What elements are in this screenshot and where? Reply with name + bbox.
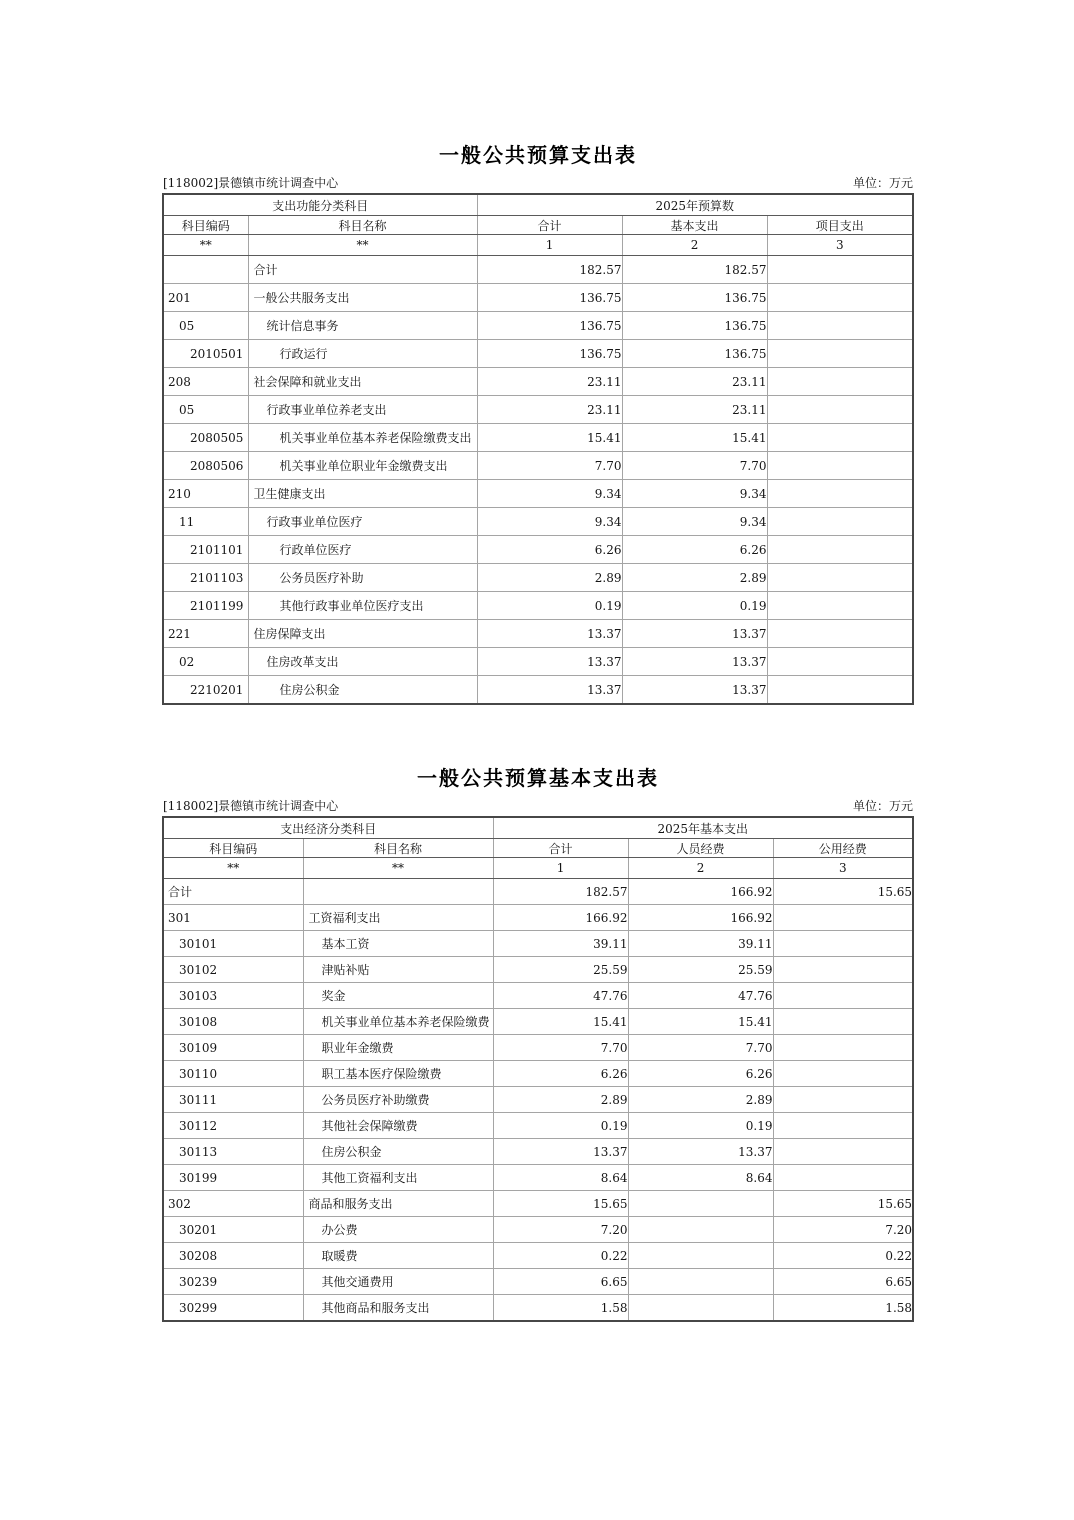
amount-cell: 7.70 [477, 452, 622, 480]
amount-cell: 25.59 [493, 957, 628, 983]
subject-name-cell: 其他工资福利支出 [303, 1165, 493, 1191]
sub-header-row [163, 235, 913, 256]
amount-cell: 15.41 [477, 424, 622, 452]
subject-code-cell: 30110 [163, 1061, 303, 1087]
table-row [163, 1139, 913, 1165]
sub-header-row [163, 858, 913, 879]
subject-code-cell: 05 [163, 396, 248, 424]
column-header: 科目名称 [303, 839, 493, 858]
table-header [163, 194, 913, 256]
amount-cell: 136.75 [622, 340, 767, 368]
amount-cell [767, 256, 913, 284]
amount-cell [767, 508, 913, 536]
table-body [163, 879, 913, 1322]
amount-cell [628, 1191, 773, 1217]
amount-cell: 15.41 [493, 1009, 628, 1035]
subject-code-cell: 30208 [163, 1243, 303, 1269]
table-row [163, 931, 913, 957]
subject-code-cell: 201 [163, 284, 248, 312]
subject-name-cell: 其他商品和服务支出 [303, 1295, 493, 1322]
subject-name-cell: 职工基本医疗保险缴费 [303, 1061, 493, 1087]
amount-cell: 0.22 [493, 1243, 628, 1269]
subject-name-cell: 公务员医疗补助缴费 [303, 1087, 493, 1113]
subject-name-cell: 行政事业单位养老支出 [248, 396, 477, 424]
amount-cell: 6.65 [773, 1269, 913, 1295]
amount-cell [773, 1035, 913, 1061]
sub-header-cell: 1 [477, 235, 622, 256]
org-name-label: [118002]景德镇市统计调查中心 [163, 176, 339, 190]
column-header: 项目支出 [767, 216, 913, 235]
subject-code-cell: 2101101 [163, 536, 248, 564]
sub-header-cell: 2 [628, 858, 773, 879]
subject-code-cell: 30109 [163, 1035, 303, 1061]
subject-name-cell: 住房保障支出 [248, 620, 477, 648]
amount-cell [773, 957, 913, 983]
amount-cell: 7.70 [622, 452, 767, 480]
amount-cell: 39.11 [493, 931, 628, 957]
amount-cell: 6.65 [493, 1269, 628, 1295]
subject-name-cell: 津贴补贴 [303, 957, 493, 983]
amount-cell: 9.34 [477, 508, 622, 536]
page-title: 一般公共预算基本支出表 [417, 766, 659, 790]
expenditure-table [162, 193, 914, 705]
amount-cell: 7.70 [493, 1035, 628, 1061]
subject-code-cell: 05 [163, 312, 248, 340]
amount-cell: 13.37 [477, 648, 622, 676]
amount-cell: 0.19 [622, 592, 767, 620]
subject-name-cell: 一般公共服务支出 [248, 284, 477, 312]
subject-code-cell: 30239 [163, 1269, 303, 1295]
amount-cell: 0.19 [477, 592, 622, 620]
column-header-row [163, 839, 913, 858]
table-meta [162, 797, 914, 814]
table-row [163, 480, 913, 508]
table-row [163, 1295, 913, 1322]
subject-name-cell [303, 879, 493, 905]
subject-code-cell: 11 [163, 508, 248, 536]
sub-header-cell: 3 [767, 235, 913, 256]
amount-cell: 1.58 [773, 1295, 913, 1322]
amount-cell: 0.19 [628, 1113, 773, 1139]
amount-cell: 6.26 [477, 536, 622, 564]
amount-cell: 182.57 [493, 879, 628, 905]
table-row [163, 1217, 913, 1243]
table-row [163, 536, 913, 564]
amount-cell: 182.57 [477, 256, 622, 284]
basic-expenditure-table [162, 816, 914, 1322]
amount-cell: 23.11 [477, 396, 622, 424]
amount-cell: 0.22 [773, 1243, 913, 1269]
amount-cell: 13.37 [477, 676, 622, 705]
subject-code-cell: 30101 [163, 931, 303, 957]
column-header-row [163, 216, 913, 235]
subject-name-cell: 公务员医疗补助 [248, 564, 477, 592]
subject-code-cell: 合计 [163, 879, 303, 905]
amount-cell: 7.20 [773, 1217, 913, 1243]
amount-cell: 23.11 [622, 396, 767, 424]
sub-header-cell: ** [248, 235, 477, 256]
table-row [163, 957, 913, 983]
amount-cell [773, 1113, 913, 1139]
amount-cell: 9.34 [622, 508, 767, 536]
amount-cell: 136.75 [622, 284, 767, 312]
sub-header-cell: 3 [773, 858, 913, 879]
group-header-row [163, 817, 913, 839]
amount-cell [628, 1243, 773, 1269]
amount-cell: 13.37 [622, 676, 767, 705]
amount-cell: 8.64 [493, 1165, 628, 1191]
amount-cell: 6.26 [622, 536, 767, 564]
sub-header-cell: ** [163, 858, 303, 879]
category-group-header: 支出经济分类科目 [163, 817, 493, 839]
table-row [163, 340, 913, 368]
amount-cell: 13.37 [622, 620, 767, 648]
table-row [163, 1087, 913, 1113]
subject-code-cell: 2101199 [163, 592, 248, 620]
subject-name-cell: 统计信息事务 [248, 312, 477, 340]
table-row [163, 312, 913, 340]
subject-code-cell: 30112 [163, 1113, 303, 1139]
amount-cell: 47.76 [493, 983, 628, 1009]
subject-code-cell: 2210201 [163, 676, 248, 705]
subject-name-cell: 商品和服务支出 [303, 1191, 493, 1217]
subject-name-cell: 奖金 [303, 983, 493, 1009]
subject-name-cell: 住房改革支出 [248, 648, 477, 676]
subject-code-cell: 02 [163, 648, 248, 676]
table-row [163, 1061, 913, 1087]
table-row [163, 592, 913, 620]
subject-name-cell: 合计 [248, 256, 477, 284]
amount-cell: 166.92 [493, 905, 628, 931]
budget-table-section-general [162, 139, 914, 705]
sub-header-cell: 2 [622, 235, 767, 256]
amount-cell: 6.26 [628, 1061, 773, 1087]
amount-cell: 166.92 [628, 905, 773, 931]
budget-table-section-basic [162, 762, 914, 1322]
table-row [163, 256, 913, 284]
amount-cell [767, 620, 913, 648]
amount-cell: 8.64 [628, 1165, 773, 1191]
amount-cell [628, 1295, 773, 1322]
amount-cell: 182.57 [622, 256, 767, 284]
group-header-row [163, 194, 913, 216]
amount-cell: 2.89 [493, 1087, 628, 1113]
amount-cell [767, 648, 913, 676]
amount-cell [773, 983, 913, 1009]
amount-cell [767, 536, 913, 564]
subject-code-cell: 30113 [163, 1139, 303, 1165]
column-header: 人员经费 [628, 839, 773, 858]
amount-cell: 15.65 [773, 1191, 913, 1217]
amount-cell: 7.20 [493, 1217, 628, 1243]
subject-code-cell: 208 [163, 368, 248, 396]
amount-cell [773, 1061, 913, 1087]
unit-label: 单位：万元 [852, 799, 913, 813]
amount-cell: 15.41 [628, 1009, 773, 1035]
table-row [163, 452, 913, 480]
amount-cell [767, 480, 913, 508]
subject-code-cell: 30199 [163, 1165, 303, 1191]
subject-code-cell: 30201 [163, 1217, 303, 1243]
page-title: 一般公共预算支出表 [439, 143, 637, 167]
table-row [163, 1035, 913, 1061]
category-group-header: 支出功能分类科目 [163, 194, 477, 216]
amount-cell: 47.76 [628, 983, 773, 1009]
table-row [163, 508, 913, 536]
amount-cell [773, 931, 913, 957]
table-row [163, 564, 913, 592]
subject-name-cell: 机关事业单位基本养老保险缴费 [303, 1009, 493, 1035]
table-row [163, 676, 913, 705]
amount-cell [767, 676, 913, 705]
amount-cell: 9.34 [477, 480, 622, 508]
subject-code-cell: 221 [163, 620, 248, 648]
table-row [163, 1113, 913, 1139]
subject-name-cell: 住房公积金 [303, 1139, 493, 1165]
amount-cell [773, 1139, 913, 1165]
amount-cell [773, 1087, 913, 1113]
amount-cell: 15.65 [773, 879, 913, 905]
subject-name-cell: 行政单位医疗 [248, 536, 477, 564]
amount-cell: 0.19 [493, 1113, 628, 1139]
amount-cell: 6.26 [493, 1061, 628, 1087]
column-header: 科目名称 [248, 216, 477, 235]
table-row [163, 620, 913, 648]
amount-cell: 136.75 [477, 284, 622, 312]
amount-cell [767, 564, 913, 592]
subject-code-cell: 30299 [163, 1295, 303, 1322]
table-row [163, 1269, 913, 1295]
amount-cell: 136.75 [477, 312, 622, 340]
table-body [163, 256, 913, 705]
amount-cell: 13.37 [493, 1139, 628, 1165]
subject-name-cell: 机关事业单位职业年金缴费支出 [248, 452, 477, 480]
subject-name-cell: 基本工资 [303, 931, 493, 957]
subject-name-cell: 卫生健康支出 [248, 480, 477, 508]
amount-cell [767, 284, 913, 312]
amount-cell: 2.89 [477, 564, 622, 592]
column-header: 合计 [493, 839, 628, 858]
table-row [163, 396, 913, 424]
subject-code-cell: 30108 [163, 1009, 303, 1035]
table-meta [162, 174, 914, 191]
subject-code-cell: 30102 [163, 957, 303, 983]
table-row [163, 648, 913, 676]
amount-cell: 13.37 [622, 648, 767, 676]
amount-cell [767, 368, 913, 396]
table-row [163, 368, 913, 396]
amount-cell: 9.34 [622, 480, 767, 508]
subject-code-cell: 2101103 [163, 564, 248, 592]
table-row [163, 1243, 913, 1269]
table-row [163, 284, 913, 312]
subject-name-cell: 办公费 [303, 1217, 493, 1243]
table-row [163, 424, 913, 452]
amount-cell [773, 905, 913, 931]
sub-header-cell: ** [303, 858, 493, 879]
subject-name-cell: 取暖费 [303, 1243, 493, 1269]
amount-cell: 13.37 [628, 1139, 773, 1165]
subject-code-cell: 302 [163, 1191, 303, 1217]
amount-cell [773, 1165, 913, 1191]
subject-name-cell: 机关事业单位基本养老保险缴费支出 [248, 424, 477, 452]
amount-cell [767, 424, 913, 452]
value-group-header: 2025年基本支出 [493, 817, 913, 839]
amount-cell [773, 1009, 913, 1035]
amount-cell: 136.75 [477, 340, 622, 368]
amount-cell: 25.59 [628, 957, 773, 983]
column-header: 公用经费 [773, 839, 913, 858]
table-header [163, 817, 913, 879]
amount-cell: 15.41 [622, 424, 767, 452]
amount-cell [767, 396, 913, 424]
amount-cell: 39.11 [628, 931, 773, 957]
subject-name-cell: 其他社会保障缴费 [303, 1113, 493, 1139]
unit-label: 单位：万元 [852, 176, 913, 190]
amount-cell: 166.92 [628, 879, 773, 905]
table-row [163, 879, 913, 905]
amount-cell: 2.89 [622, 564, 767, 592]
amount-cell [767, 340, 913, 368]
subject-code-cell: 30111 [163, 1087, 303, 1113]
subject-code-cell: 2010501 [163, 340, 248, 368]
amount-cell [628, 1217, 773, 1243]
amount-cell: 136.75 [622, 312, 767, 340]
amount-cell [767, 592, 913, 620]
subject-name-cell: 工资福利支出 [303, 905, 493, 931]
subject-code-cell: 30103 [163, 983, 303, 1009]
amount-cell: 1.58 [493, 1295, 628, 1322]
org-name-label: [118002]景德镇市统计调查中心 [163, 799, 339, 813]
table-row [163, 1191, 913, 1217]
subject-name-cell: 职业年金缴费 [303, 1035, 493, 1061]
column-header: 科目编码 [163, 839, 303, 858]
value-group-header: 2025年预算数 [477, 194, 913, 216]
column-header: 基本支出 [622, 216, 767, 235]
subject-name-cell: 行政运行 [248, 340, 477, 368]
amount-cell [628, 1269, 773, 1295]
subject-code-cell: 2080505 [163, 424, 248, 452]
subject-code-cell: 301 [163, 905, 303, 931]
table-row [163, 1009, 913, 1035]
subject-code-cell [163, 256, 248, 284]
subject-name-cell: 社会保障和就业支出 [248, 368, 477, 396]
subject-name-cell: 其他交通费用 [303, 1269, 493, 1295]
subject-name-cell: 行政事业单位医疗 [248, 508, 477, 536]
amount-cell: 13.37 [477, 620, 622, 648]
amount-cell: 23.11 [622, 368, 767, 396]
subject-name-cell: 其他行政事业单位医疗支出 [248, 592, 477, 620]
table-row [163, 905, 913, 931]
column-header: 科目编码 [163, 216, 248, 235]
amount-cell [767, 312, 913, 340]
table-row [163, 1165, 913, 1191]
subject-code-cell: 210 [163, 480, 248, 508]
column-header: 合计 [477, 216, 622, 235]
amount-cell: 7.70 [628, 1035, 773, 1061]
subject-code-cell: 2080506 [163, 452, 248, 480]
sub-header-cell: ** [163, 235, 248, 256]
amount-cell: 15.65 [493, 1191, 628, 1217]
amount-cell: 2.89 [628, 1087, 773, 1113]
amount-cell [767, 452, 913, 480]
table-row [163, 983, 913, 1009]
subject-name-cell: 住房公积金 [248, 676, 477, 705]
amount-cell: 23.11 [477, 368, 622, 396]
sub-header-cell: 1 [493, 858, 628, 879]
